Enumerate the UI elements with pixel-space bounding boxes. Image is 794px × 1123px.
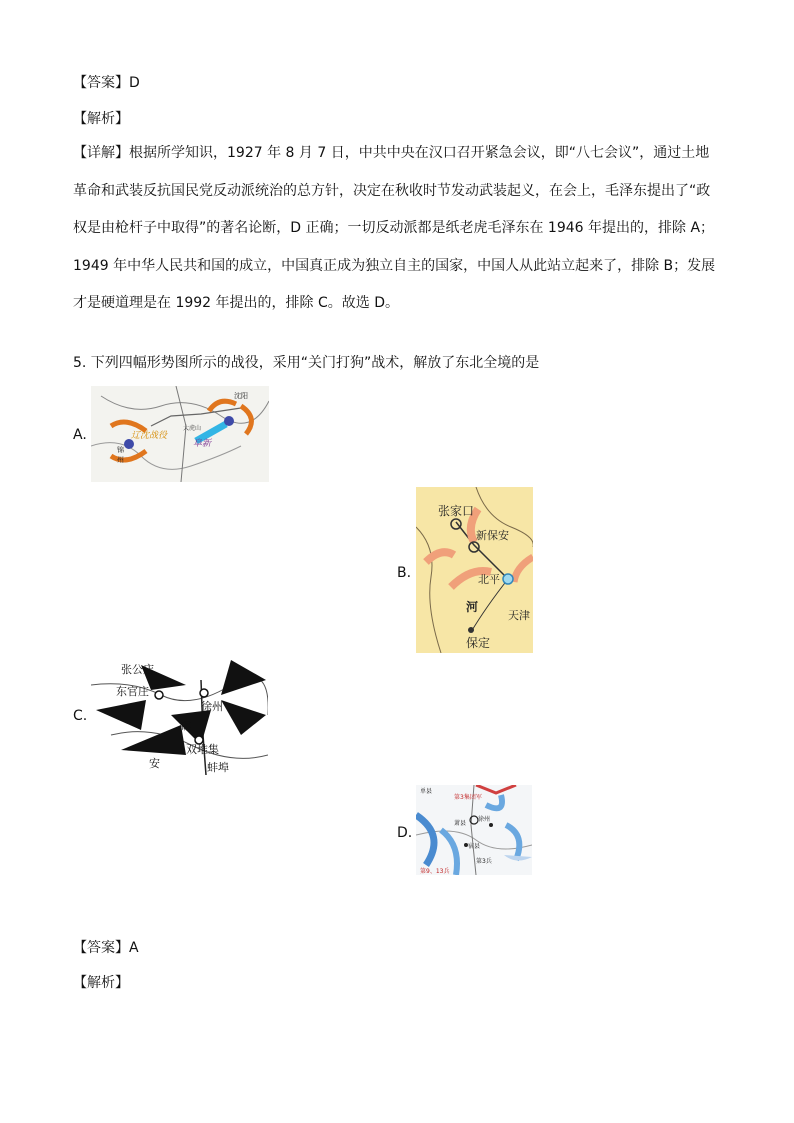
map-c-an: 安 <box>149 757 160 770</box>
map-c-bengbu: 蚌埠 <box>207 761 229 774</box>
map-d-army3b: 第3兵 <box>476 858 492 865</box>
map-d-army3: 第3集团军 <box>454 794 482 801</box>
map-a-daihu: 大虎山 <box>183 425 202 432</box>
answer-2: 【答案】A <box>73 940 139 956</box>
detail-paragraph: 【详解】根据所学知识，1927 年 8 月 7 日，中共中央在汉口召开紧急会议，即“八七会议”，通过土地革命和武装反抗国民党反动派统治的总方针，决定在秋收时节发动武装起义，在会上，毛泽东提出了“政权是由枪杆子中取得”的著名论断，D 正确；一切反动派都是纸老虎毛泽东在 1946 年提出的，排除 A；1949 年中华人民共和国的成立，中国真正成为独立自主的国家，中国人从此站立起来了，排除 B；发展才是硬道理是在 1992 年提出的，排除 C。故选 D。 <box>73 145 716 311</box>
map-b-baoding: 保定 <box>466 636 491 650</box>
map-d-army9: 第9、13兵 <box>420 868 450 875</box>
map-b-he: 河 <box>466 600 479 614</box>
map-c-xuzhou: 徐州 <box>201 700 223 713</box>
analysis-heading-1: 【解析】 <box>73 111 129 127</box>
map-a-arrow-text: 辽沈战役 <box>131 431 168 441</box>
map-a-fuxin: 阜新 <box>193 439 212 449</box>
map-a-shenyang: 沈阳 <box>234 392 248 400</box>
analysis-heading-2: 【解析】 <box>73 975 129 991</box>
map-b-beiping: 北平 <box>478 573 500 586</box>
map-d-shanxian: 单县 <box>420 788 433 795</box>
map-c-dongguanzhuang: 东官庄 <box>116 685 149 698</box>
map-b-xinbaoan: 新保安 <box>476 529 509 542</box>
option-d-label: D. <box>397 825 413 841</box>
map-c-zhanggongdian: 张公店 <box>121 663 154 676</box>
option-c-label: C. <box>73 708 88 724</box>
map-d-su: 宿县 <box>468 843 481 850</box>
option-a-label: A. <box>73 427 87 443</box>
map-b-zhangjiakou: 张家口 <box>438 504 475 518</box>
map-d-xuzhou: 徐州 <box>478 816 491 823</box>
map-a-jinzhou-2: 州 <box>117 456 124 464</box>
map-c-shuangduiji: 双堆集 <box>186 743 219 756</box>
option-c-map <box>91 655 268 775</box>
map-b-tianjin: 天津 <box>508 609 530 622</box>
option-b-label: B. <box>397 565 412 581</box>
option-d-map <box>416 785 532 875</box>
question-5: 5. 下列四幅形势图所示的战役，采用“关门打狗”战术，解放了东北全境的是 <box>73 355 540 371</box>
option-b-map <box>416 487 533 653</box>
option-a-map <box>91 386 269 482</box>
map-d-xiaoxian: 萧县 <box>454 820 467 827</box>
answer-1: 【答案】D <box>73 75 140 91</box>
map-c-nian: 碾 <box>181 722 191 733</box>
map-a-jinzhou-1: 锦 <box>117 446 124 454</box>
